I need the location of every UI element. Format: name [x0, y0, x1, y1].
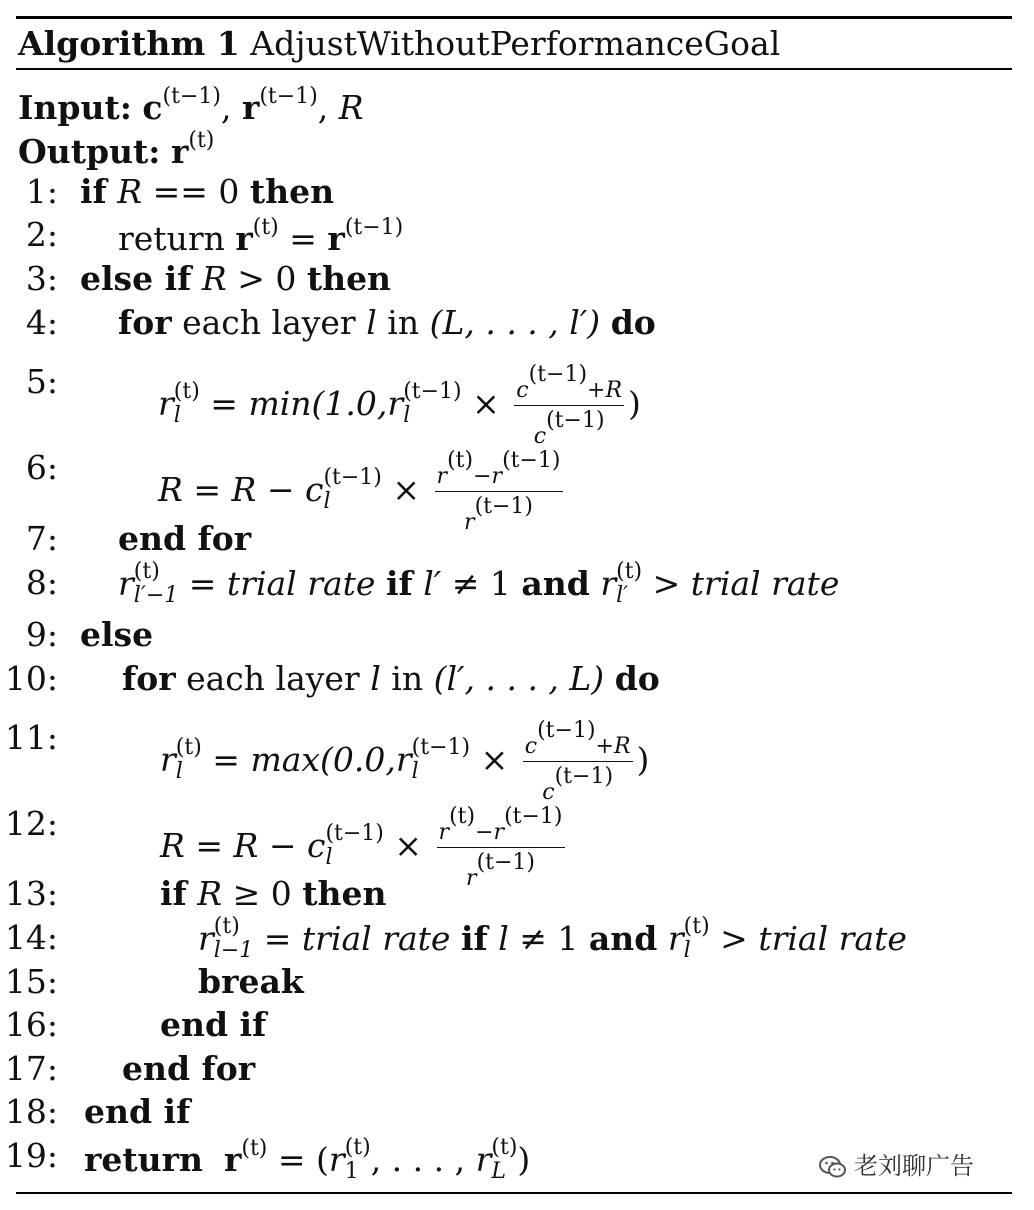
- algo-line-3: 3: else if R > 0 then: [25, 259, 392, 298]
- watermark-text: 老刘聊广告: [854, 1152, 974, 1180]
- line-number: 9:: [25, 615, 58, 654]
- watermark: [818, 1146, 974, 1182]
- algo-line-4: 4: for each layer l in (L, . . . , l′) do: [25, 303, 656, 342]
- line-number: 2:: [25, 215, 58, 254]
- line-number: 19:: [4, 1136, 58, 1175]
- algo-line-15: 15: break: [4, 962, 304, 1001]
- algo-line-10: 10: for each layer l in (l′, . . . , L) do: [4, 659, 660, 698]
- algo-line-12: 12: R = R − c (t−1) l × $\frac{r(t)-r(t-1)}{r(t-1)}$: [4, 804, 563, 892]
- algo-line-8: 8: r (t) l′−1 = trial rate if l′ ≠ 1 and r (t) l′ > trial rate: [25, 559, 840, 608]
- algo-line-13: 13: if R ≥ 0 then: [4, 874, 387, 913]
- algo-line-18: 18: end if: [4, 1092, 191, 1131]
- line-number: 1:: [25, 172, 58, 211]
- line-number: 12:: [4, 804, 58, 843]
- line-number: 16:: [4, 1005, 58, 1044]
- algorithm-label: Algorithm 1: [18, 24, 240, 63]
- algorithm-title: [18, 24, 780, 63]
- line-number: 5:: [25, 362, 58, 401]
- top-rule: [16, 16, 1012, 19]
- algo-line-9: 9: else: [25, 615, 154, 654]
- algo-line-11: 11: r (t) l = max(0.0,r (t−1) l × $\frac{c(t-1)+R}{c(t-1)}$ ): [4, 718, 650, 806]
- line-number: 17:: [4, 1049, 58, 1088]
- algo-line-14: 14: r (t) l−1 = trial rate if l ≠ 1 and r (t) l > trial rate: [4, 914, 907, 963]
- input-keyword: Input:: [18, 88, 132, 127]
- fraction: $\frac{c(t-1)+R}{c(t-1)}$: [524, 718, 631, 806]
- bottom-rule: [16, 1192, 1012, 1194]
- line-number: 14:: [4, 918, 58, 957]
- line-number: 4:: [25, 303, 58, 342]
- line-number: 7:: [25, 519, 58, 558]
- algo-line-7: 7: end for: [25, 519, 252, 558]
- output-keyword: Output:: [18, 132, 161, 171]
- line-number: 8:: [25, 563, 58, 602]
- line-number: 6:: [25, 448, 58, 487]
- algo-line-2: 2: return $r^{(t)} = r^{(t-1)}$: [25, 215, 404, 258]
- algo-line-1: 1: if R == 0 then: [25, 172, 335, 211]
- algo-line-6: 6: R = R − c (t−1) l × $\frac{r(t)-r(t-1)}{r(t-1)}$: [25, 448, 561, 536]
- algo-line-16: 16: end if: [4, 1005, 267, 1044]
- header-rule: [16, 68, 1012, 70]
- line-number: 18:: [4, 1092, 58, 1131]
- fraction: $\frac{c(t-1)+R}{c(t-1)}$: [516, 362, 623, 450]
- algorithm-name: AdjustWithoutPerformanceGoal: [250, 24, 781, 63]
- algo-line-17: 17: end for: [4, 1049, 256, 1088]
- output-line: Output: $r^{(t)}$: [18, 128, 215, 171]
- fraction: $\frac{r(t)-r(t-1)}{r(t-1)}$: [436, 448, 561, 536]
- algo-line-19: 19: return $r^{(t)} = (r$ (t) 1 , . . . , r (t) L ): [4, 1135, 531, 1184]
- line-number: 13:: [4, 874, 58, 913]
- input-line: Input: $c^{(t-1)}$, $r^{(t-1)}$, R: [18, 84, 364, 127]
- line-number: 11:: [4, 718, 58, 757]
- wechat-icon: [818, 1152, 848, 1182]
- line-number: 15:: [4, 962, 58, 1001]
- fraction: $\frac{r(t)-r(t-1)}{r(t-1)}$: [438, 804, 563, 892]
- algo-line-5: 5: r (t) l = min(1.0,r (t−1) l × $\frac{c(t-1)+R}{c(t-1)}$ ): [25, 362, 641, 450]
- line-number: 10:: [4, 659, 58, 698]
- line-number: 3:: [25, 259, 58, 298]
